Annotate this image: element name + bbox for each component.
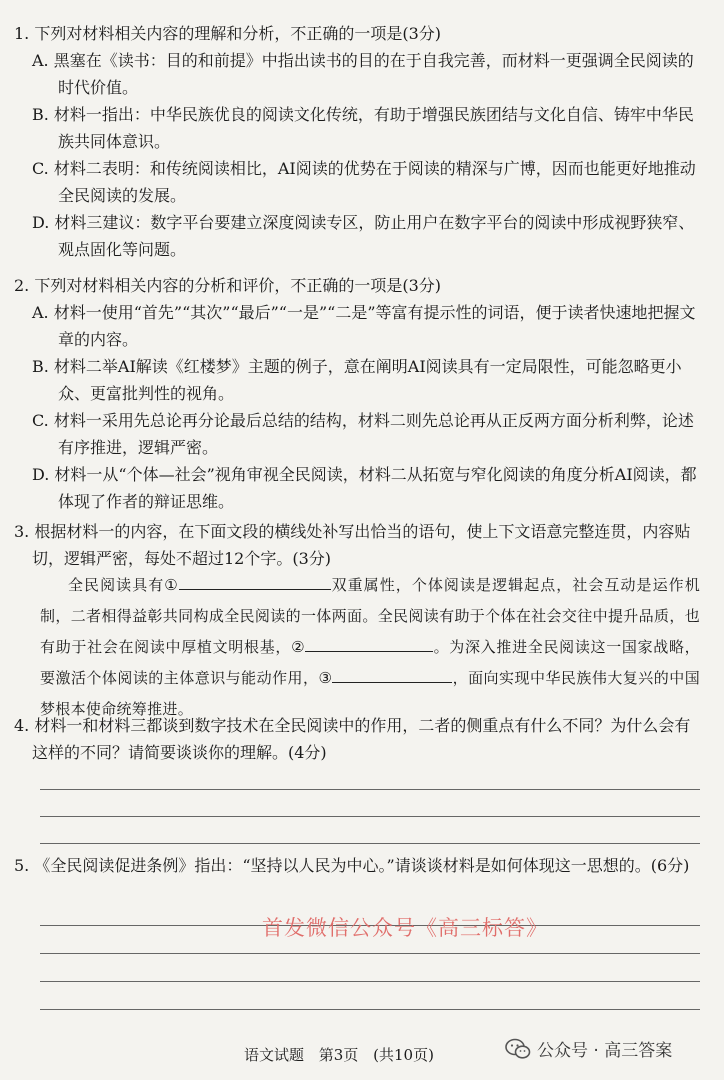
footer-page: 第3页 xyxy=(318,1046,359,1064)
question-3-passage xyxy=(40,570,700,725)
passage-part-4: ，面向实现中华民族伟大复兴的中国梦根本使命统筹推进。 xyxy=(40,669,700,718)
question-1-stem: 1. 下列对材料相关内容的理解和分析，不正确的一项是(3分) xyxy=(14,24,442,43)
question-3 xyxy=(14,518,704,572)
wechat-badge-label: 公众号 · 高三答案 xyxy=(537,1041,673,1061)
question-2-option-b: B. 材料二举AI解读《红楼梦》主题的例子，意在阐明AI阅读具有一定局限性，可能忽略更小众、更富批判性的视角。 xyxy=(32,357,682,403)
wechat-icon xyxy=(505,1038,531,1060)
question-5 xyxy=(14,852,704,879)
question-1-option-d: D. 材料三建议：数字平台要建立深度阅读专区，防止用户在数字平台的阅读中形成视野狭窄、观点固化等问题。 xyxy=(32,213,695,259)
question-2-option-a: A. 材料一使用“首先”“其次”“最后”“一是”“二是”等富有提示性的词语，便于读者快速地把握文章的内容。 xyxy=(32,303,696,349)
answer-line[interactable] xyxy=(40,953,700,954)
passage-part-3: 。为深入推进全民阅读这一国家战略，要激活个体阅读的主体意识与能动作用，③ xyxy=(40,638,700,687)
answer-line[interactable] xyxy=(40,843,700,844)
question-1-option-b: B. 材料一指出：中华民族优良的阅读文化传统，有助于增强民族团结与文化自信、铸牢中华民族共同体意识。 xyxy=(32,105,694,151)
answer-blank-3[interactable] xyxy=(332,666,452,683)
question-5-stem: 5. 《全民阅读促进条例》指出：“坚持以人民为中心。”请谈谈材料是如何体现这一思想的。(6分) xyxy=(14,856,690,875)
question-4-stem: 4. 材料一和材料三都谈到数字技术在全民阅读中的作用，二者的侧重点有什么不同？为什么会有这样的不同？请简要谈谈你的理解。(4分) xyxy=(14,716,691,762)
question-1 xyxy=(14,20,704,263)
footer-subject: 语文试题 xyxy=(244,1046,305,1064)
answer-line[interactable] xyxy=(40,1009,700,1010)
passage-part-1: 全民阅读具有① xyxy=(68,576,179,594)
answer-blank-1[interactable] xyxy=(179,573,331,590)
watermark-text: 首发微信公众号《高三标答》 xyxy=(262,916,548,940)
answer-line[interactable] xyxy=(40,789,700,790)
answer-line[interactable] xyxy=(40,816,700,817)
answer-blank-2[interactable] xyxy=(305,635,433,652)
answer-line[interactable] xyxy=(40,981,700,982)
question-2 xyxy=(14,272,704,515)
passage-part-2: 双重属性，个体阅读是逻辑起点，社会互动是运作机制，二者相得益彰共同构成全民阅读的一体两面。全民阅读有助于个体在社会交往中提升品质，也有助于社会在阅读中厚植文明根基，② xyxy=(40,576,700,656)
question-4 xyxy=(14,712,704,766)
question-1-option-c: C. 材料二表明：和传统阅读相比，AI阅读的优势在于阅读的精深与广博，因而也能更好地推动全民阅读的发展。 xyxy=(32,159,696,205)
question-2-stem: 2. 下列对材料相关内容的分析和评价，不正确的一项是(3分) xyxy=(14,276,442,295)
page-footer xyxy=(244,1044,444,1065)
question-2-option-d: D. 材料一从“个体—社会”视角审视全民阅读，材料二从拓宽与窄化阅读的角度分析AI阅读，都体现了作者的辩证思维。 xyxy=(32,465,697,511)
footer-total: (共10页) xyxy=(373,1046,434,1064)
wechat-badge[interactable] xyxy=(505,1036,672,1061)
question-1-option-a: A. 黑塞在《读书：目的和前提》中指出读书的目的在于自我完善，而材料一更强调全民阅读的时代价值。 xyxy=(32,51,694,97)
question-3-stem: 3. 根据材料一的内容，在下面文段的横线处补写出恰当的语句，使上下文语意完整连贯，内容贴切，逻辑严密，每处不超过12个字。(3分) xyxy=(14,522,691,568)
question-2-option-c: C. 材料一采用先总论再分论最后总结的结构，材料二则先总论再从正反两方面分析利弊，论述有序推进，逻辑严密。 xyxy=(32,411,694,457)
